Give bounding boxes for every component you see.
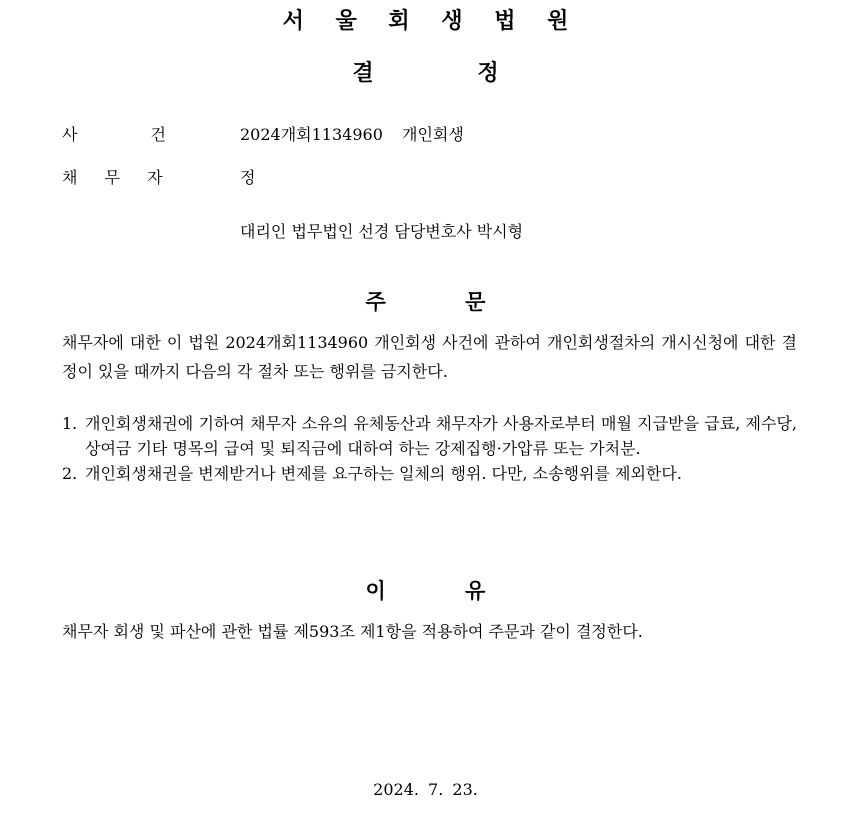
- case-number: 2024개회1134960: [240, 125, 383, 144]
- decision-date: 2024. 7. 23.: [373, 780, 478, 799]
- case-label: 사 건: [62, 125, 166, 144]
- order-item-text: 개인회생채권에 기하여 채무자 소유의 유체동산과 채무자가 사용자로부터 매월 지급받을 급료, 제수당, 상여금 기타 명목의 급여 및 퇴직금에 대하여 하는 강제집행·가압류 또는 가처분.: [85, 414, 797, 458]
- debtor-label: 채 무 자: [62, 168, 163, 187]
- order-item: [62, 461, 797, 486]
- document-title: 결 정: [352, 61, 499, 86]
- case-type: 개인회생: [402, 125, 464, 144]
- order-items-list: [62, 411, 797, 486]
- reason-text: 채무자 회생 및 파산에 관한 법률 제593조 제1항을 적용하여 주문과 같이 결정한다.: [62, 622, 643, 641]
- order-item-number: 2.: [62, 464, 78, 483]
- order-section-title: 주 문: [365, 290, 486, 314]
- order-item-text: 개인회생채권을 변제받거나 변제를 요구하는 일체의 행위. 다만, 소송행위를 제외한다.: [85, 464, 682, 483]
- debtor-name: 정: [240, 168, 256, 187]
- debtor-representative: 대리인 법무법인 선경 담당변호사 박시형: [240, 222, 524, 241]
- reason-section-title: 이 유: [365, 579, 486, 603]
- order-item: [62, 411, 797, 461]
- court-name: 서 울 회 생 법 원: [282, 9, 581, 34]
- order-item-number: 1.: [62, 414, 78, 433]
- order-intro: 채무자에 대한 이 법원 2024개회1134960 개인회생 사건에 관하여 개인회생절차의 개시신청에 대한 결정이 있을 때까지 다음의 각 절차 또는 행위를 금지한다.: [62, 333, 797, 381]
